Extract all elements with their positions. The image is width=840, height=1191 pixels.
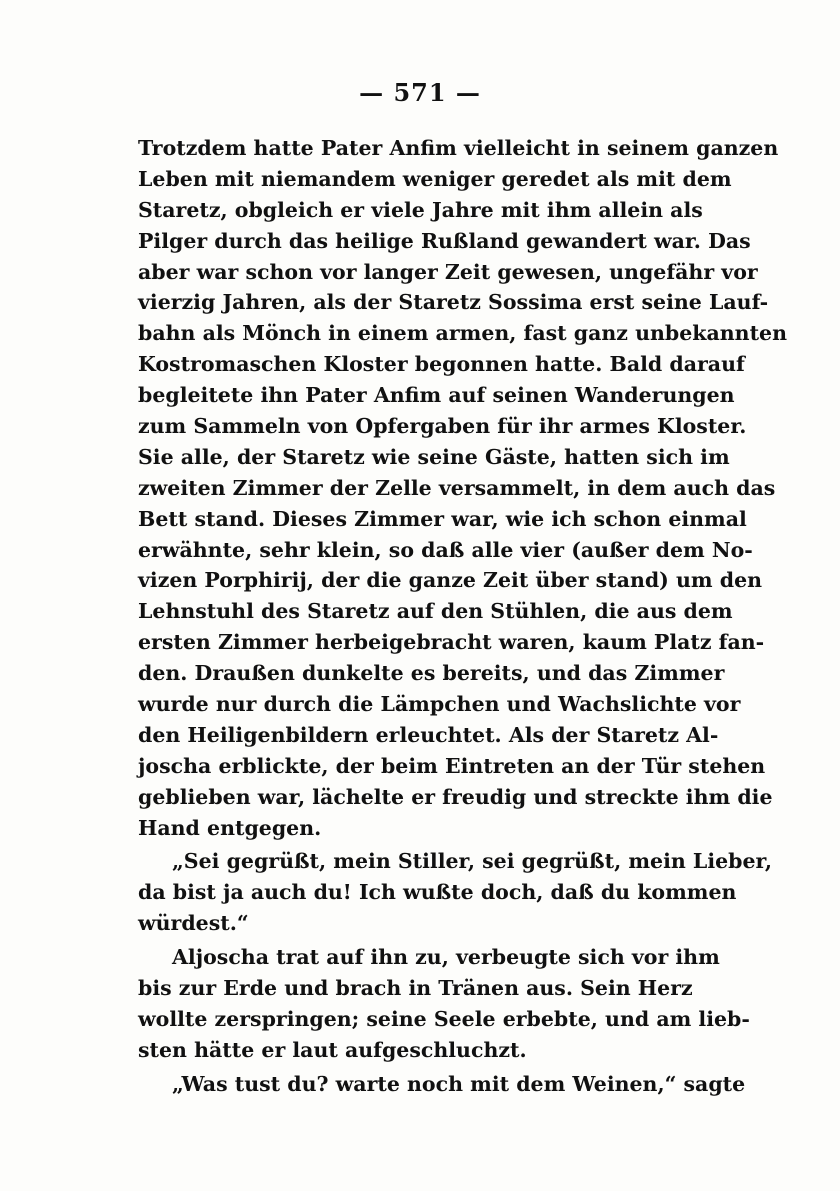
text-line: aber war schon vor langer Zeit gewesen, ungefähr vor bbox=[138, 259, 758, 284]
body-text bbox=[138, 133, 787, 1100]
text-line: sten hätte er laut aufgeschluchzt. bbox=[138, 1037, 527, 1062]
text-line: ersten Zimmer herbeigebracht waren, kaum Platz fan- bbox=[138, 630, 765, 655]
text-line: Kostromaschen Kloster begonnen hatte. Bald darauf bbox=[138, 352, 745, 377]
text-line: würdest.“ bbox=[138, 911, 249, 936]
text-line: wollte zerspringen; seine Seele erbebte, und am lieb- bbox=[138, 1006, 750, 1031]
text-line: vizen Porphirij, der die ganze Zeit über stand) um den bbox=[138, 568, 763, 593]
text-line: joscha erblickte, der beim Eintreten an der Tür stehen bbox=[138, 753, 766, 778]
text-line: Pilger durch das heilige Rußland gewandert war. Das bbox=[138, 228, 751, 253]
text-line: „Was tust du? warte noch mit dem Weinen,“ sagte bbox=[172, 1071, 746, 1096]
text-line: vierzig Jahren, als der Staretz Sossima erst seine Lauf- bbox=[138, 290, 769, 315]
text-line: Hand entgegen. bbox=[138, 815, 322, 840]
text-line: geblieben war, lächelte er freudig und streckte ihm die bbox=[138, 784, 773, 809]
text-line: den. Draußen dunkelte es bereits, und das Zimmer bbox=[138, 661, 725, 686]
text-line: zum Sammeln von Opfergaben für ihr armes Kloster. bbox=[138, 414, 747, 439]
text-line: zweiten Zimmer der Zelle versammelt, in dem auch das bbox=[138, 475, 776, 500]
text-line: wurde nur durch die Lämpchen und Wachslichte vor bbox=[138, 692, 741, 717]
text-line: Bett stand. Dieses Zimmer war, wie ich schon einmal bbox=[138, 506, 747, 531]
text-line: den Heiligenbildern erleuchtet. Als der Staretz Al- bbox=[138, 722, 719, 747]
page-number-header: — 571 — bbox=[359, 78, 481, 107]
text-line: Lehnstuhl des Staretz auf den Stühlen, die aus dem bbox=[138, 599, 733, 624]
text-line: bis zur Erde und brach in Tränen aus. Sein Herz bbox=[138, 976, 693, 1001]
text-line: Aljoscha trat auf ihn zu, verbeugte sich vor ihm bbox=[172, 945, 720, 970]
text-line: da bist ja auch du! Ich wußte doch, daß du kommen bbox=[138, 880, 737, 905]
text-line: Trotzdem hatte Pater Anfim vielleicht in seinem ganzen bbox=[138, 136, 779, 160]
text-line: erwähnte, sehr klein, so daß alle vier (außer dem No- bbox=[138, 537, 753, 562]
text-line: Staretz, obgleich er viele Jahre mit ihm allein als bbox=[138, 197, 703, 222]
text-line: begleitete ihn Pater Anfim auf seinen Wanderungen bbox=[138, 383, 735, 408]
text-line: „Sei gegrüßt, mein Stiller, sei gegrüßt, mein Lieber, bbox=[172, 849, 772, 874]
text-line: Sie alle, der Staretz wie seine Gäste, hatten sich im bbox=[138, 444, 730, 469]
text-line: bahn als Mönch in einem armen, fast ganz unbekannten bbox=[138, 321, 787, 346]
text-line: Leben mit niemandem weniger geredet als mit dem bbox=[138, 166, 732, 191]
